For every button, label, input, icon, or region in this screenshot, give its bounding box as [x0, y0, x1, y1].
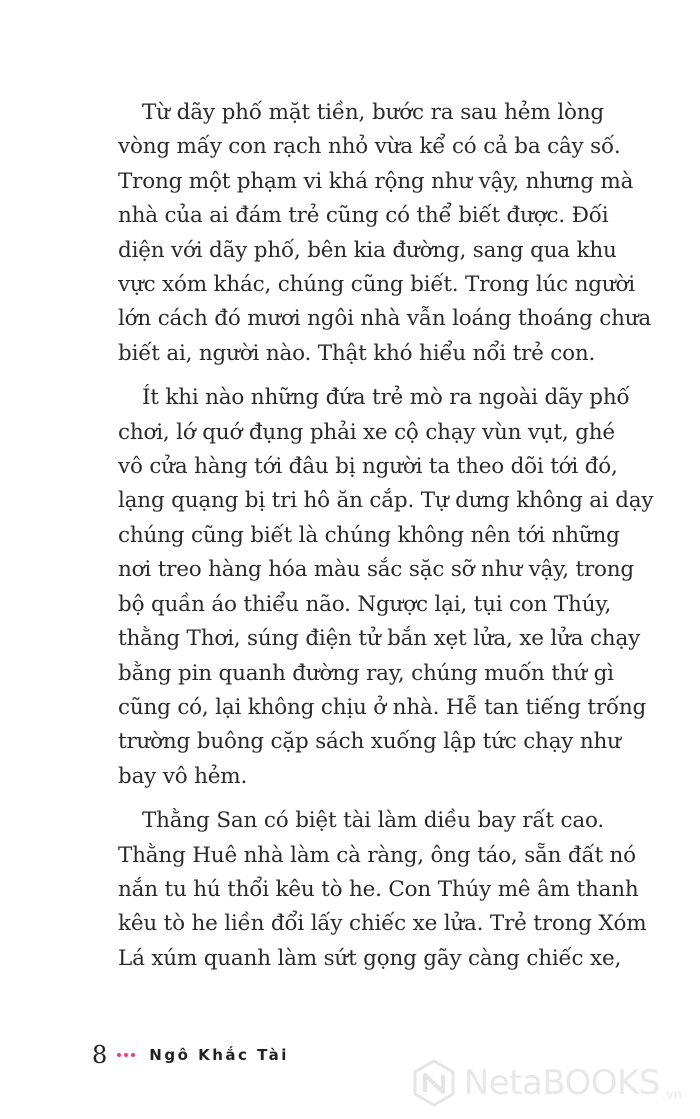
text-line: nhà của ai đám trẻ cũng có thể biết được. Đối: [118, 203, 609, 229]
text-line: nắn tu hú thổi kêu tò he. Con Thúy mê âm thanh: [118, 876, 639, 902]
text-line: Lá xúm quanh làm sứt gọng gãy càng chiếc xe,: [118, 945, 622, 971]
dot-icon: [131, 1053, 135, 1057]
text-line: lạng quạng bị tri hô ăn cắp. Tự dưng không ai dạy: [118, 488, 654, 514]
text-line: kêu tò he liền đổi lấy chiếc xe lửa. Trẻ trong Xóm: [118, 911, 647, 937]
paragraph-1: [118, 96, 652, 371]
watermark-text: NetaBOOKS: [463, 1063, 660, 1103]
text-line: bộ quần áo thiểu não. Ngược lại, tụi con Thúy,: [118, 591, 612, 617]
publisher-watermark: [412, 1059, 682, 1107]
text-line: vô cửa hàng tới đâu bị người ta theo dõi tới đó,: [118, 454, 618, 480]
paragraph-2: [118, 381, 654, 794]
text-line: cũng có, lại không chịu ở nhà. Hễ tan tiếng trống: [118, 694, 647, 720]
paragraph-3: [118, 804, 647, 976]
text-line: biết ai, người nào. Thật khó hiểu nổi trẻ con.: [118, 340, 596, 366]
author-name: Ngô Khắc Tài: [149, 1046, 289, 1064]
text-line: vòng mấy con rạch nhỏ vừa kể có cả ba cây số.: [118, 134, 621, 160]
dot-icon: [117, 1053, 121, 1057]
text-line: trường buông cặp sách xuống lập tức chạy như: [118, 729, 621, 755]
text-line: chơi, lớ quớ đụng phải xe cộ chạy vùn vụt, ghé: [118, 419, 615, 445]
text-line: bay vô hẻm.: [118, 763, 248, 789]
text-line: diện với dãy phố, bên kia đường, sang qua khu: [118, 237, 617, 263]
text-line: nơi treo hàng hóa màu sắc sặc sỡ như vậy, trong: [118, 557, 634, 583]
text-line: lớn cách đó mươi ngôi nhà vẫn loáng thoáng chưa: [118, 306, 652, 332]
text-line: Thằng Huê nhà làm cà ràng, ông táo, sẵn đất nó: [118, 842, 636, 868]
text-line: chúng cũng biết là chúng không nên tới những: [118, 522, 620, 548]
text-line: Trong một phạm vi khá rộng như vậy, nhưng mà: [118, 168, 634, 194]
ellipsis-dots-icon: [117, 1053, 135, 1057]
body-text: [118, 96, 654, 986]
text-line: Ít khi nào những đứa trẻ mò ra ngoài dãy phố: [142, 385, 630, 411]
text-line: bằng pin quanh đường ray, chúng muốn thứ gì: [118, 660, 614, 686]
text-line: vực xóm khác, chúng cũng biết. Trong lúc người: [118, 272, 635, 298]
text-line: Thằng San có biệt tài làm diều bay rất cao.: [142, 808, 604, 834]
page-number: 8: [92, 1041, 108, 1069]
text-line: thằng Thơi, súng điện tử bắn xẹt lửa, xe lửa chạy: [118, 626, 641, 652]
watermark-suffix: .vn: [661, 1088, 682, 1103]
page-footer: [92, 1035, 289, 1075]
dot-icon: [124, 1053, 128, 1057]
text-line: Từ dãy phố mặt tiền, bước ra sau hẻm lòng: [142, 100, 604, 125]
netabooks-logo-icon: [412, 1059, 456, 1107]
